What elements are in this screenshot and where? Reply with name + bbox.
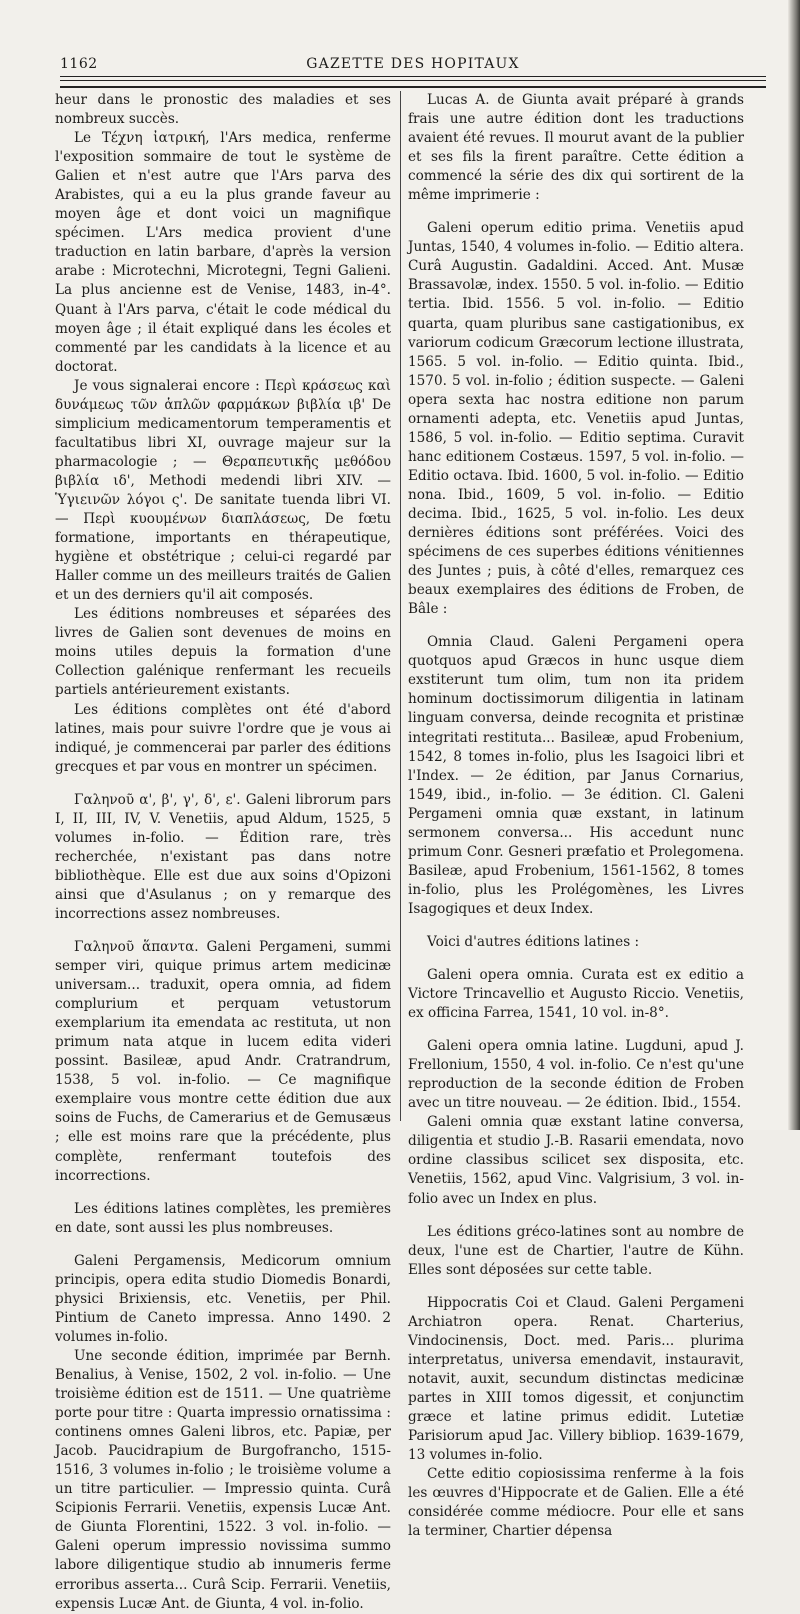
paragraph: heur dans le pronostic des maladies et ses nombreux succès. [55,92,391,128]
paragraph: Voici d'autres éditions latines : [427,933,640,950]
paragraph: Une seconde édition, imprimée par Bernh. Benalius, à Venise, 1502, 2 vol. in-folio. — Une troisième édition est de 1511. — Une quatrième porte pour titre : Quarta impressio ornatissima : continens omnes Galeni libros, etc. Papiæ, per Jacob. Paucidrapium de Burgofrancho, 1515-1516, 3 volumes in-folio ; le troisième volume a un titre particulier. — Impressio quinta. Curâ Scipionis Ferrarii. Venetiis, expensis Lucæ Ant. de Giunta Florentini, 1522. 3 vol. in-folio. — Galeni operum impressio novissima summo labore diligentique studio ab innumeris ferme erroribus asserta... Curâ Scip. Ferrarii. Venetiis, expensis Lucæ Ant. de Giunta, 4 vol. in-folio. [55,1347,391,1612]
bibliographic-entry: Hippocratis Coi et Claud. Galeni Pergameni Archiatron opera. Renat. Charterius, Vindocinensis, Doct. med. Paris... plurima interpretatus, universa emendavit, instauravit, notavit, auxit, secundum distinctas medicinæ partes in XIII tomos digessit, et conjunctim græce et latine primus edidit. Lutetiæ Parisiorum apud Jac. Villery bibliop. 1639-1679, 13 volumes in-folio. [408,1294,744,1464]
page-edge-shadow [788,0,800,1130]
bibliographic-entry: Galeni omnia quæ exstant latine conversa, diligentia et studio J.-B. Rasarii emendata, novo ordine classibus scilicet sex disposita, etc. Venetiis, 1562, apud Vinc. Valgrisium, 3 vol. in-folio avec un Index en plus. [408,1114,744,1207]
journal-title: GAZETTE DES HOPITAUX [306,56,520,72]
bibliographic-entry: Γαληνοῦ α', β', γ', δ', ε'. Galeni librorum pars I, II, III, IV, V. Venetiis, apud Aldum, 1525, 5 volumes in-folio. — Édition rare, très recherchée, n'existant pas dans notre bibliothèque. Elle est due aux soins d'Opizoni ainsi que d'Asulanus ; on y remarque des incorrections assez nombreuses. [55,791,391,922]
paragraph: Lucas A. de Giunta avait préparé à grands frais une autre édition dont les traductions avaient été revues. Il mourut avant de la publier et ses fils la firent paraître. Cette édition a commencé la série des dix qui sortirent de la même imprimerie : [408,92,744,204]
bibliographic-entry: Galeni opera omnia. Curata est ex editio a Victore Trincavellio et Augusto Riccio. Venetiis, ex officina Farrea, 1541, 10 vol. in-8°. [408,967,744,1022]
paragraph: Cette editio copiosissima renferme à la fois les œuvres d'Hippocrate et de Galien. Elle a été considérée comme médiocre. Pour elle et sans la terminer, Chartier dépensa [408,1466,744,1540]
page-number: 1162 [60,56,98,72]
paragraph: Le Τέχνη ἰατρική, l'Ars medica, renferme l'exposition sommaire de tout le système de Galien et n'est autre que l'Ars parva des Arabistes, qui a eu la plus grande faveur au moyen âge et dont voici un magnifique spécimen. L'Ars medica provient d'une traduction en latin barbare, d'après la version arabe : Microtechni, Microtegni, Tegni Galieni. La plus ancienne est de Venise, 1483, in-4°. Quant à l'Ars parva, c'était le code médical du moyen âge ; il était expliqué dans les écoles et commenté par les candidats à la licence et au doctorat. [55,130,391,375]
header-rule [60,80,766,81]
header-rule [60,76,766,77]
left-column [55,91,391,1612]
bibliographic-entry: Galeni Pergamensis, Medicorum omnium principis, opera edita studio Diomedis Bonardi, physici Brixiensis, etc. Venetiis, per Phil. Pintium de Caneto impressa. Anno 1490. 2 volumes in-folio. [55,1252,391,1345]
bibliographic-entry: Γαληνοῦ ἅπαντα. Galeni Pergameni, summi semper viri, quique primus artem medicinæ universam... traduxit, opera omnia, ad fidem complurium et perquam vetustorum exemplarium ita emendata ac restituta, ut non primum nata atque in lucem edita videri possint. Basileæ, apud Andr. Cratrandrum, 1538, 5 vol. in-folio. — Ce magnifique exemplaire vous montre cette édition due aux soins de Fuchs, de Camerarius et de Gemusæus ; elle est moins rare que la précédente, plus complète, renfermant toutefois des incorrections. [55,939,391,1184]
header-rule [60,86,766,88]
paragraph: Les éditions gréco-latines sont au nombre de deux, l'une est de Chartier, l'autre de Kühn. Elles sont déposées sur cette table. [408,1223,744,1278]
running-header [60,56,766,78]
paragraph: Je vous signalerai encore : Περὶ κράσεως καὶ δυνάμεως τῶν ἁπλῶν φαρμάκων βιβλία ιβ' De simplicium medicamentorum temperamentis et facultatibus libri XI, ouvrage majeur sur la pharmacologie ; — Θεραπευτικῆς μεθόδου βιβλία ιδ', Methodi medendi libri XIV. — Ὑγιεινῶν λόγοι ς'. De sanitate tuenda libri VI. — Περὶ κυουμένων διαπλάσεως, De fœtu formatione, importants en thérapeutique, hygiène et obstétrique ; celui-ci regardé par Haller comme un des meilleurs traités de Galien et un des derniers qu'il ait composés. [55,377,391,604]
bibliographic-entry: Galeni operum editio prima. Venetiis apud Juntas, 1540, 4 volumes in-folio. — Editio altera. Curâ Augustin. Gadaldini. Acced. Ant. Musæ Brassavolæ, index. 1550. 5 vol. in-folio. — Editio tertia. Ibid. 1556. 5 vol. in-folio. — Editio quarta, quam pluribus sane castigationibus, ex variorum codicum Græcorum lectione illustrata, 1565. 5 vol. in-folio. — Editio quinta. Ibid., 1570. 5 vol. in-folio ; édition suspecte. — Galeni opera sexta hac nostra editione non parum ornamenti adepta, etc. Venetiis apud Juntas, 1586, 5 vol. in-folio. — Editio septima. Curavit hanc editionem Costæus. 1597, 5 vol. in-folio. — Editio octava. Ibid. 1600, 5 vol. in-folio. — Editio nona. Ibid., 1609, 5 vol. in-folio. — Editio decima. Ibid., 1625, 5 vol. in-folio. Les deux dernières éditions sont préférées. Voici des spécimens de ces superbes éditions vénitiennes des Juntes ; puis, à côté d'elles, remarquez ces beaux exemplaires des éditions de Froben, de Bâle : [408,220,744,618]
paragraph: Les éditions latines complètes, les premières en date, sont aussi les plus nombreuses. [55,1200,391,1236]
column-divider [400,91,401,1121]
paragraph: Les éditions nombreuses et séparées des livres de Galien sont devenues de moins en moins utiles depuis la formation d'une Collection galénique renfermant les recueils partiels antérieurement existants. [55,606,391,699]
bibliographic-entry: Galeni opera omnia latine. Lugduni, apud J. Frellonium, 1550, 4 vol. in-folio. Ce n'est qu'une reproduction de la seconde édition de Froben avec un titre nouveau. — 2e édition. Ibid., 1554. [408,1038,744,1112]
right-column [408,91,744,1540]
paragraph: Les éditions complètes ont été d'abord latines, mais pour suivre l'ordre que je vous ai indiqué, je commencerai par parler des éditions grecques et par vous en montrer un spécimen. [55,701,391,775]
bibliographic-entry: Omnia Claud. Galeni Pergameni opera quotquos apud Græcos in hunc usque diem exstiterunt tum olim, tum non ita pridem hominum doctissimorum diligentia in latinam linguam conversa, deinde recognita et pristinæ integritati restituta... Basileæ, apud Frobenium, 1542, 8 tomes in-folio, plus les Isagoici libri et l'Index. — 2e édition, par Janus Cornarius, 1549, ibid., in-folio. — 3e édition. Cl. Galeni Pergameni omnia quæ exstant, in latinum sermonem conversa... His accedunt nunc primum Conr. Gesneri præfatio et Prolegomena. Basileæ, apud Frobenium, 1561-1562, 8 tomes in-folio, plus les Prolégomènes, les Livres Isagogiques et deux Index. [408,634,744,917]
